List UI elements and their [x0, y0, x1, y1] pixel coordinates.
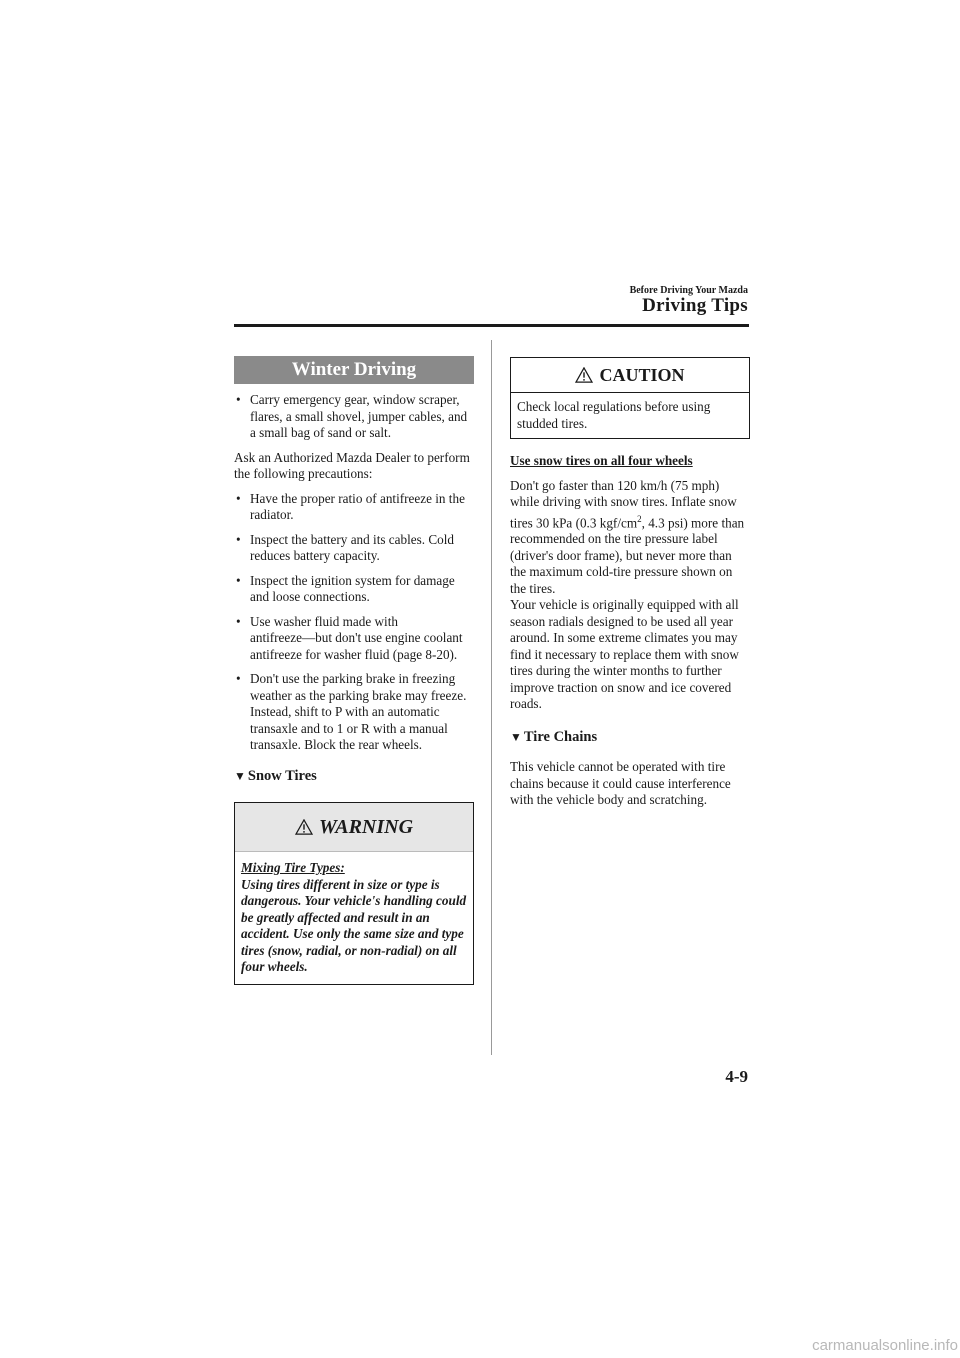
- warning-box: [234, 802, 474, 985]
- warning-triangle-icon: [575, 367, 593, 383]
- watermark: carmanualsonline.info: [812, 1337, 958, 1354]
- bullet-icon: •: [236, 490, 241, 506]
- right-column: [510, 357, 750, 817]
- list-item: • Don't use the parking brake in freezing weather as the parking brake may freeze. Instead, shift to P with an automatic transaxle and to 1 or R with a manual transaxle. Block the rear wheels.: [236, 671, 467, 752]
- warning-body: [235, 852, 473, 984]
- caution-title: CAUTION: [599, 364, 685, 385]
- triangle-down-icon: ▼: [234, 768, 246, 783]
- list-item: • Inspect the battery and its cables. Cold reduces battery capacity.: [236, 531, 454, 563]
- warning-text: Using tires different in size or type is dangerous. Your vehicle's handling could be greatly affected and result in an accident. Use only the same size and type tires (snow, radial, or non-radial) on all four wheels.: [241, 876, 467, 974]
- warning-header: [235, 803, 473, 852]
- precautions-intro: Ask an Authorized Mazda Dealer to perform the following precautions:: [234, 449, 470, 481]
- warning-triangle-icon: [295, 819, 313, 835]
- bullet-icon: •: [236, 613, 241, 629]
- list-item: • Inspect the ignition system for damage and loose connections.: [236, 572, 455, 604]
- snow-tires-paragraph: Don't go faster than 120 km/h (75 mph) while driving with snow tires. Inflate snow tires 30 kPa (0.3 kgf/$cm^2$, 4.3 psi) more than recommended on the tire pressure label (driver's door frame), but never more than the maximum cold-tire pressure shown on the tires. Your vehicle is originally equipped with all season radials designed to be used all year around. In some extreme climates you may find it necessary to replace them with snow tires during the winter months to further improve traction on snow and ice covered roads.: [510, 477, 745, 712]
- tire-chains-heading: ▼ Tire Chains: [510, 728, 598, 745]
- chapter-title: Driving Tips: [642, 295, 748, 316]
- bullet-icon: •: [236, 671, 241, 686]
- bullet-icon: •: [236, 531, 241, 547]
- header-rule: [234, 324, 749, 327]
- list-item: • Carry emergency gear, window scraper, flares, a small shovel, jumper cables, and a small bag of sand or salt.: [236, 392, 468, 440]
- bullet-icon: •: [236, 392, 241, 407]
- section-label: Before Driving Your Mazda: [629, 285, 748, 296]
- list-item: • Use washer fluid made with antifreeze―but don't use engine coolant antifreeze for washer fluid (page 8-20).: [236, 613, 463, 662]
- winter-driving-banner: Winter Driving: [234, 356, 474, 384]
- left-column: [234, 356, 474, 985]
- triangle-down-icon: ▼: [510, 729, 522, 744]
- tire-chains-text: This vehicle cannot be operated with tire chains because it could cause interference with the vehicle body and scratching.: [510, 759, 731, 808]
- warning-title: WARNING: [318, 815, 414, 838]
- snow-tires-heading: ▼ Snow Tires: [234, 767, 317, 784]
- caution-header: [511, 358, 749, 393]
- warning-subtitle: Mixing Tire Types:: [241, 860, 345, 875]
- column-divider: [491, 340, 492, 1055]
- caution-text: Check local regulations before using studded tires.: [517, 399, 711, 431]
- bullet-icon: •: [236, 572, 241, 588]
- list-item: • Have the proper ratio of antifreeze in the radiator.: [236, 490, 465, 522]
- page-number: 4-9: [725, 1067, 748, 1086]
- snow-tires-all-wheels-heading: Use snow tires on all four wheels: [510, 453, 693, 468]
- caution-box: [510, 357, 750, 439]
